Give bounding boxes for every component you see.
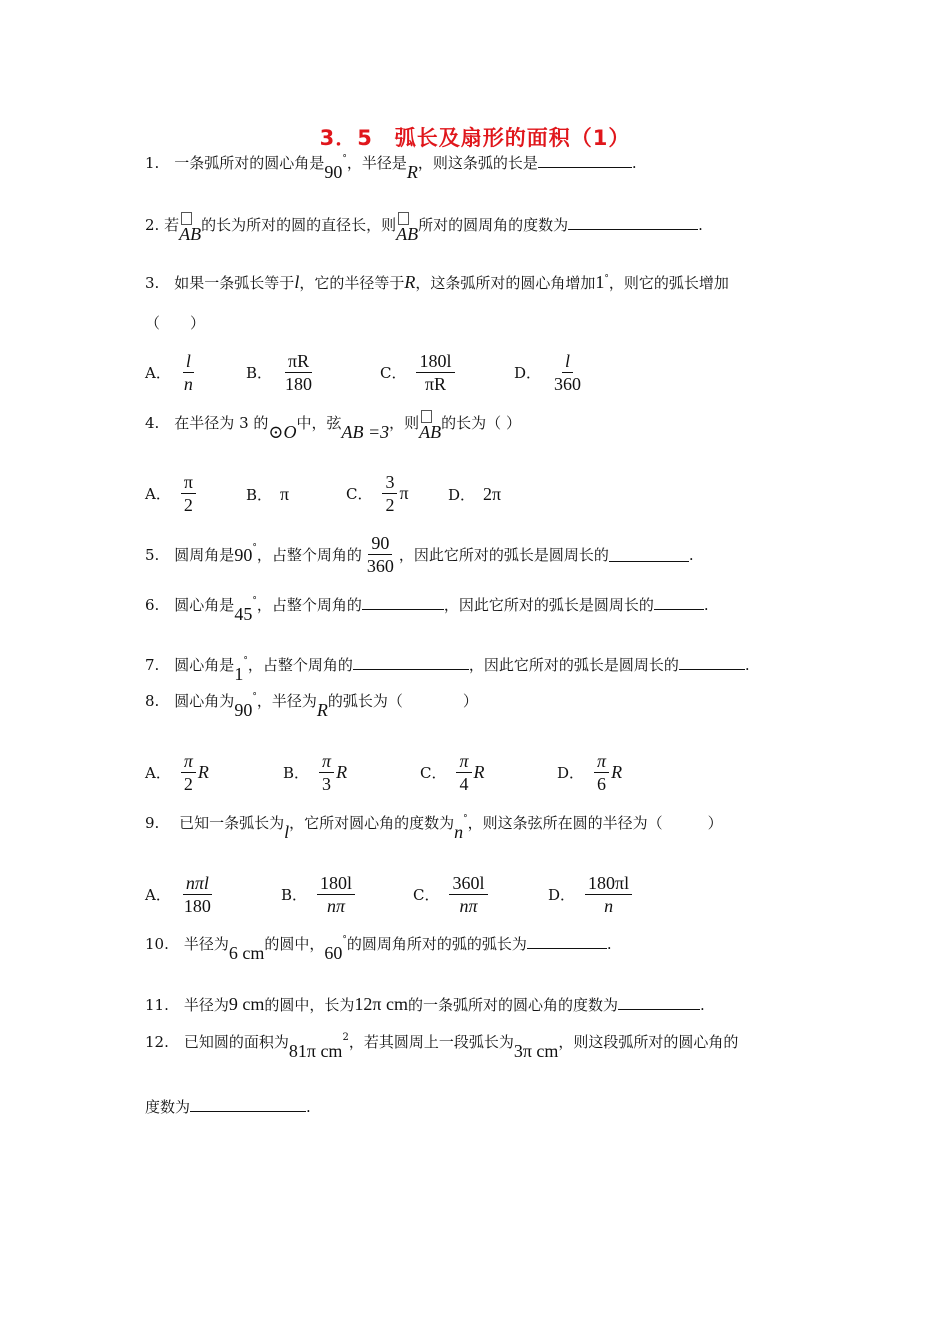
q9-option-a[interactable]: A． $\frac{\text{nπl}}{180}$ — [145, 873, 211, 916]
question-3: 3. 如果一条弧长等于l，它的半径等于R，这条弧所对的圆心角增加1°，则它的弧长增加 — [145, 272, 729, 292]
question-3-paren: （ ） — [145, 314, 206, 332]
answer-blank[interactable] — [538, 153, 632, 168]
arc-symbol — [398, 212, 409, 225]
q3-option-d[interactable]: D． $\frac{l}{360}$ — [514, 351, 582, 394]
question-5: 5. 圆周角是 90 ° ，占整个周角的 $\frac{90}{360}$ ，因此它所对的弧长是圆周长的 . — [145, 533, 694, 576]
answer-blank[interactable] — [679, 655, 745, 670]
page-title: 3．5 弧长及扇形的面积（1） — [319, 126, 631, 150]
q8-option-a[interactable]: A． $\frac{\pi}{2}$ R — [145, 751, 209, 794]
answer-blank[interactable] — [654, 595, 704, 610]
answer-blank[interactable] — [353, 655, 469, 670]
answer-blank[interactable] — [362, 595, 444, 610]
question-9: 9. 已知一条弧长为l，它所对圆心角的度数为n°，则这条弦所在圆的半径为（ ） — [145, 814, 723, 842]
answer-blank[interactable] — [568, 215, 698, 230]
question-12-continued: 度数为 . — [145, 1098, 311, 1116]
q3-option-c[interactable]: C． $\frac{180l}{\pi R}$ — [380, 350, 457, 395]
q9-option-d[interactable]: D． $\frac{180\pi l}{n}$ — [548, 872, 634, 917]
q4-option-d[interactable]: D． 2π — [448, 484, 502, 504]
question-4: 4. 在半径为 3 的⊙O中，弦AB =3，则 AB的长为（ ） — [145, 412, 521, 433]
q9-option-b[interactable]: B． $\frac{180l}{n\pi}$ — [281, 872, 357, 917]
answer-blank[interactable] — [190, 1097, 306, 1112]
q8-option-c[interactable]: C． $\frac{\pi}{4}$ R — [420, 751, 485, 794]
q8-option-d[interactable]: D． $\frac{\pi}{6}$ R — [557, 751, 623, 794]
arc-symbol — [421, 410, 432, 423]
q3-option-a[interactable]: A． $\frac{l}{n}$ — [145, 351, 193, 394]
answer-blank[interactable] — [609, 547, 689, 562]
q4-option-b[interactable]: B． π — [246, 484, 290, 504]
fraction-90-360: $\frac{90}{360}$ — [366, 533, 394, 576]
answer-blank[interactable] — [618, 995, 700, 1010]
question-1: 1. 一条弧所对的圆心角是90°，半径是R，则这条弧的长是 . — [145, 154, 637, 182]
question-6: 6. 圆心角是45°，占整个周角的 ，因此它所对的弧长是圆周长的 . — [145, 596, 709, 624]
q4-option-c[interactable]: C． $\frac{3}{2}$ π — [346, 472, 409, 515]
question-10: 10. 半径为6 cm的圆中，60°的圆周角所对的弧的弧长为 . — [145, 935, 612, 963]
q8-option-b[interactable]: B． $\frac{\pi}{3}$ R — [283, 751, 348, 794]
q4-option-a[interactable]: A． $\frac{\pi}{2}$ — [145, 471, 198, 516]
q9-option-c[interactable]: C． $\frac{360l}{n\pi}$ — [413, 872, 490, 917]
answer-blank[interactable] — [527, 934, 607, 949]
question-12: 12. 已知圆的面积为81π $cm^2$，若其圆周上一段弧长为3π cm，则这段弧所对的圆心角的 — [145, 1032, 739, 1061]
arc-symbol — [181, 212, 192, 225]
q3-option-b[interactable]: B． $\frac{\pi R}{180}$ — [246, 351, 313, 394]
question-2: 2. 若 AB的长为所对的圆的直径长，则 AB所对的圆周角的度数为 . — [145, 214, 703, 235]
question-11: 11. 半径为9 cm的圆中，长为12π cm的一条弧所对的圆心角的度数为 . — [145, 994, 705, 1014]
question-7: 7. 圆心角是1°，占整个周角的 ，因此它所对的弧长是圆周长的 . — [145, 656, 750, 684]
question-8: 8. 圆心角为90°，半径为R的弧长为（ ） — [145, 692, 478, 720]
